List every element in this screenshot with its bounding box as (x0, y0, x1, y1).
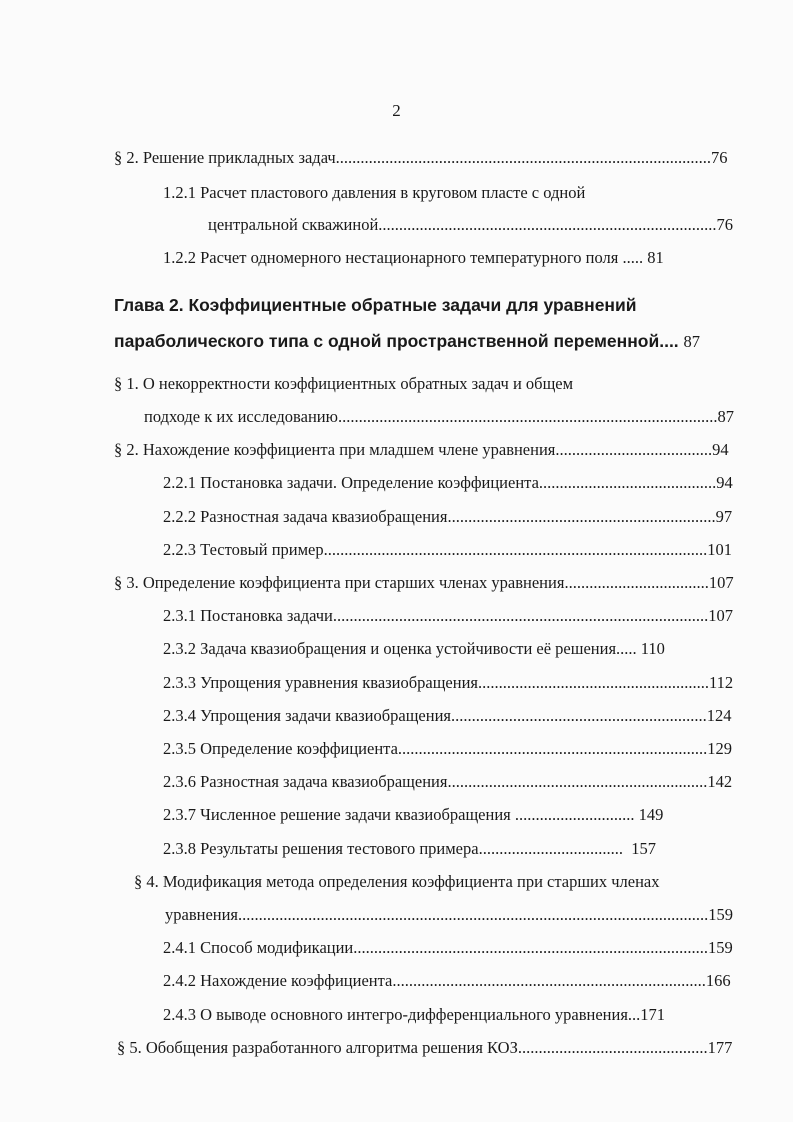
leader-dots: ..... (618, 248, 644, 267)
leader-dots: ............................................................................................. (323, 540, 708, 559)
leader-dots: ................................... (564, 573, 709, 592)
leader-dots: ...................................................................................... (353, 938, 709, 957)
toc-entry: 2.2.1 Постановка задачи. Определение коэффициента...........................................94 (163, 473, 733, 492)
toc-entry: 2.3.4 Упрощения задачи квазиобращения..............................................................124 (163, 706, 732, 725)
toc-entry: 2.3.5 Определение коэффициента...........................................................................129 (163, 739, 733, 758)
toc-entry: 2.3.7 Численное решение задачи квазиобращения ............................. 149 (163, 805, 664, 824)
toc-entry: 2.2.3 Тестовый пример.............................................................................................101 (163, 540, 733, 559)
chapter-heading: параболического типа с одной пространственной переменной.... 87 (114, 331, 701, 351)
leader-dots: ........................................................................................... (335, 148, 712, 167)
leader-dots: ........................................................................... (397, 739, 708, 758)
leader-dots: ... (627, 1005, 641, 1024)
leader-dots: ...................................... (555, 440, 713, 459)
leader-dots: .... (659, 331, 679, 351)
toc-entry: § 3. Определение коэффициента при старших членах уравнения...................................107 (114, 573, 734, 592)
toc-entry: § 1. О некорректности коэффициентных обратных задач и общем (114, 374, 574, 393)
page-number: 2 (392, 101, 401, 120)
leader-dots: ............................................................................ (392, 971, 706, 990)
toc-entry: 2.3.3 Упрощения уравнения квазиобращения........................................................112 (163, 673, 734, 692)
toc-entry: подходе к их исследованию............................................................................................87 (144, 407, 734, 426)
leader-dots: ............................................................................................ (337, 407, 718, 426)
leader-dots: ............................................................... (447, 772, 708, 791)
toc-entry: 2.4.2 Нахождение коэффициента............................................................................166 (163, 971, 731, 990)
leader-dots: .............................................................. (451, 706, 707, 725)
toc-entry: 2.3.1 Постановка задачи...........................................................................................107 (163, 606, 733, 625)
toc-entry: § 2. Нахождение коэффициента при младшем члене уравнения......................................94 (114, 440, 729, 459)
leader-dots: ..... (616, 639, 637, 658)
toc-entry: 2.3.6 Разностная задача квазиобращения...............................................................142 (163, 772, 733, 791)
leader-dots: .............................................. (517, 1038, 708, 1057)
toc-entry: уравнения..................................................................................................................159 (165, 905, 734, 924)
toc-entry: § 5. Обобщения разработанного алгоритма решения КОЗ..............................................177 (117, 1038, 733, 1057)
toc-entry: 1.2.2 Расчет одномерного нестационарного температурного поля ..... 81 (163, 248, 664, 267)
leader-dots: .................................................................................................................. (238, 905, 709, 924)
toc-entry: центральной скважиной..................................................................................76 (208, 215, 734, 234)
toc-entry: § 4. Модификация метода определения коэффициента при старших членах (134, 872, 660, 891)
chapter-heading: Глава 2. Коэффициентные обратные задачи для уравнений (114, 295, 637, 315)
toc-entry: § 2. Решение прикладных задач...........................................................................................76 (114, 148, 728, 167)
toc-entry: 2.3.8 Результаты решения тестового примера................................... 157 (163, 839, 656, 858)
leader-dots: ........................................................ (478, 673, 709, 692)
leader-dots: ........................................................................................... (332, 606, 709, 625)
toc-entry: 1.2.1 Расчет пластового давления в круговом пласте с одной (163, 183, 586, 202)
toc-entry: 2.4.1 Способ модификации......................................................................................159 (163, 938, 733, 957)
leader-dots: ................................... (478, 839, 628, 858)
leader-dots: ........................................... (538, 473, 717, 492)
leader-dots: ............................. (510, 805, 635, 824)
leader-dots: .................................................................................. (378, 215, 717, 234)
toc-entry: 2.3.2 Задача квазиобращения и оценка устойчивости её решения..... 110 (163, 639, 665, 658)
toc-entry: 2.2.2 Разностная задача квазиобращения.................................................................97 (163, 507, 733, 526)
toc-entry: 2.4.3 О выводе основного интегро-дифференциального уравнения...171 (163, 1005, 666, 1024)
leader-dots: ................................................................. (447, 507, 716, 526)
